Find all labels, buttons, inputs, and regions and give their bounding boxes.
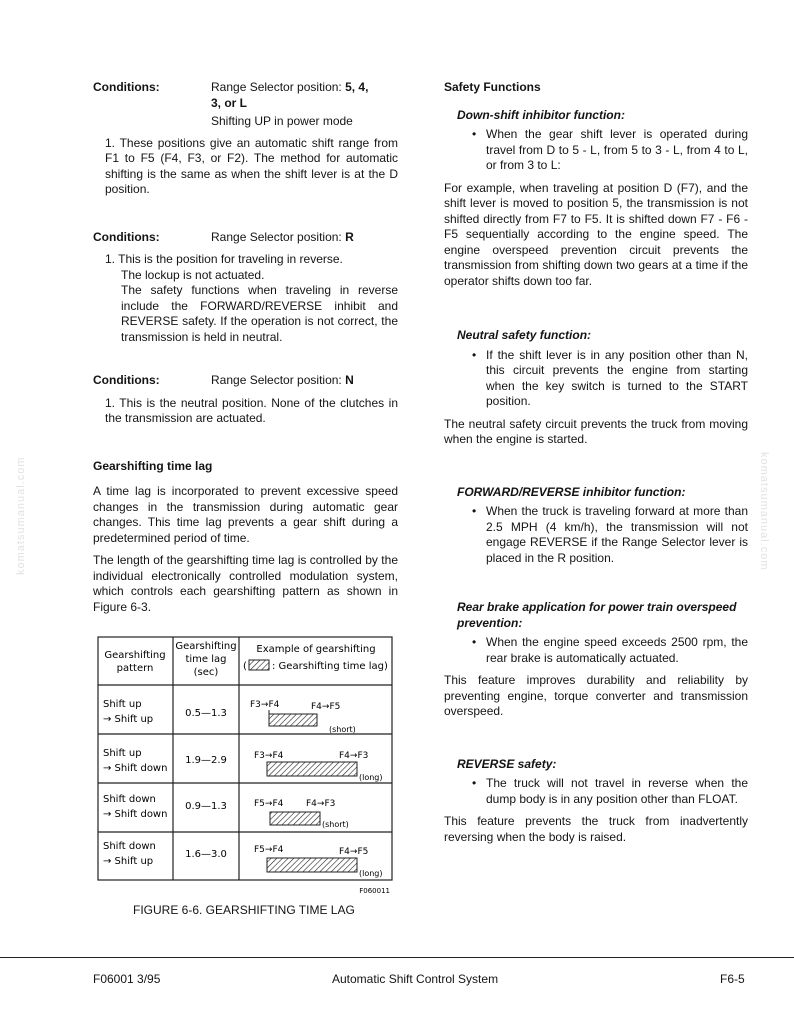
row1-lag-bar xyxy=(269,714,317,726)
watermark-right: komatsumanual.com xyxy=(758,452,770,571)
row3-lag: 0.9—1.3 xyxy=(185,801,227,812)
header-legend-text: : Gearshifting time lag) xyxy=(272,661,388,672)
row2-lag-bar xyxy=(267,762,357,776)
row2-note: (long) xyxy=(359,773,383,782)
row2-gear-2: F4→F3 xyxy=(339,751,369,761)
cond2-item-safety: The safety functions when traveling in reverse include the FORWARD/REVERSE inhibit and REVERSE safety. If the operation is not correct, the transmission is held in neutral. xyxy=(121,283,398,344)
rear-brake-para: This feature improves durability and reliability by preventing engine, torque converter and transmission overspeed. xyxy=(444,673,748,718)
downshift-para: For example, when traveling at position D (F7), and the shift lever is moved to position 5, the transmission is not shifted directly from F7 to F5. It is shifted down F7 - F6 - F5 sequentially according to the engine speed. The engine overspeed prevention circuit prevents the transmission from shifting down two gears at a time if the operator shifts down too far. xyxy=(444,180,748,288)
conditions-label: Conditions: xyxy=(93,80,160,94)
reverse-safety-para: This feature prevents the truck from inadvertently reversing when the body is raised. xyxy=(444,814,748,844)
range-selector-text: Range Selector position: xyxy=(211,80,346,94)
row3-pattern-2: → Shift down xyxy=(103,809,168,820)
gearshifting-figure xyxy=(97,636,393,898)
gearshifting-table xyxy=(97,636,393,898)
footer-doc-code: F06001 3/95 xyxy=(93,972,161,986)
header-example: Example of gearshifting xyxy=(256,644,376,655)
bullet-icon: • xyxy=(472,776,477,790)
row2-pattern-1: Shift up xyxy=(103,748,142,759)
row1-note: (short) xyxy=(329,725,356,734)
bullet-icon: • xyxy=(472,127,477,141)
range-positions-cont: 3, or L xyxy=(211,95,248,110)
row4-lag-bar xyxy=(267,858,357,872)
row4-lag: 1.6—3.0 xyxy=(185,849,227,860)
footer-divider xyxy=(0,957,794,958)
header-pattern-2: pattern xyxy=(116,663,154,674)
row3-gear-1: F5→F4 xyxy=(254,799,284,809)
row1-gear-2: F4→F5 xyxy=(311,702,341,712)
left-column xyxy=(93,80,398,615)
range-position: R xyxy=(345,229,354,244)
range-positions: 5, 4, xyxy=(345,80,369,94)
row4-pattern-1: Shift down xyxy=(103,841,156,852)
downshift-bullet-text: When the gear shift lever is operated during travel from D to 5 - L, from 5 to 3 - L, from 4 to L, or from 3 to L: xyxy=(486,127,748,172)
bullet-icon: • xyxy=(472,504,477,518)
range-selector-text: Range Selector position: xyxy=(211,373,346,387)
footer-page-number: F6-5 xyxy=(720,972,745,986)
header-lag-1: Gearshifting xyxy=(175,641,237,652)
rear-brake-bullet-text: When the engine speed exceeds 2500 rpm, the rear brake is automatically actuated. xyxy=(486,635,748,665)
row1-lag: 0.5—1.3 xyxy=(185,708,227,719)
figure-caption: FIGURE 6-6. GEARSHIFTING TIME LAG xyxy=(133,903,355,917)
range-selector-text: Range Selector position: xyxy=(211,229,346,244)
header-lag-2: time lag xyxy=(185,654,227,665)
footer-title: Automatic Shift Control System xyxy=(332,972,499,986)
cond2-item: 1. This is the position for traveling in reverse. xyxy=(105,252,343,266)
header-lag-3: (sec) xyxy=(193,667,219,678)
row3-note: (short) xyxy=(322,820,349,829)
neutral-bullet xyxy=(444,348,748,410)
conditions-label: Conditions: xyxy=(93,229,160,244)
fr-inhibitor-heading: FORWARD/REVERSE inhibitor function: xyxy=(457,484,686,499)
cond2-item-lockup: The lockup is not actuated. xyxy=(121,267,265,282)
row4-gear-1: F5→F4 xyxy=(254,845,284,855)
bullet-icon: • xyxy=(472,635,477,649)
conditions-2 xyxy=(93,230,398,246)
neutral-heading: Neutral safety function: xyxy=(457,328,592,342)
right-column xyxy=(444,80,748,845)
gearshifting-para-1: A time lag is incorporated to prevent excessive speed changes in the transmission during automatic gear changes. This time lag prevents a gear shift during a predetermined period of time. xyxy=(93,484,398,545)
cond1-item: 1. These positions give an automatic shift range from F1 to F5 (F4, F3, or F2). The method for automatic shifting is the same as when the shift lever is at the D position. xyxy=(105,135,398,196)
row2-gear-1: F3→F4 xyxy=(254,751,284,761)
row4-pattern-2: → Shift up xyxy=(103,856,154,867)
conditions-1 xyxy=(93,80,398,130)
row3-gear-2: F4→F3 xyxy=(306,799,336,809)
range-position: N xyxy=(345,373,354,387)
fr-inhibitor-bullet-text: When the truck is traveling forward at more than 2.5 MPH (4 km/h), the transmission will not engage REVERSE if the Range Selector lever is placed in the R position. xyxy=(486,504,748,565)
rear-brake-bullet xyxy=(444,635,748,666)
row2-pattern-2: → Shift down xyxy=(103,763,168,774)
reverse-safety-bullet-text: The truck will not travel in reverse when the dump body is in any position other than FLOAT. xyxy=(486,776,748,806)
rear-brake-heading: Rear brake application for power train overspeed prevention: xyxy=(457,600,737,630)
conditions-label: Conditions: xyxy=(93,373,160,387)
reverse-safety-bullet xyxy=(444,776,748,807)
header-pattern-1: Gearshifting xyxy=(104,650,166,661)
shifting-mode: Shifting UP in power mode xyxy=(211,114,353,128)
watermark-left: komatsumanual.com xyxy=(15,456,27,575)
bullet-icon: • xyxy=(472,347,477,362)
legend-hatch-swatch xyxy=(249,660,269,670)
gearshifting-para-2: The length of the gearshifting time lag is controlled by the individual electronically controlled modulation system, which controls each gearshifting pattern as shown in Figure 6-3. xyxy=(93,553,398,614)
row1-pattern-2: → Shift up xyxy=(103,714,154,725)
row2-lag: 1.9—2.9 xyxy=(185,755,227,766)
row3-lag-bar xyxy=(270,812,320,825)
row4-note: (long) xyxy=(359,869,383,878)
downshift-heading: Down-shift inhibitor function: xyxy=(457,107,625,122)
safety-heading: Safety Functions xyxy=(444,80,541,94)
fr-inhibitor-bullet xyxy=(444,504,748,566)
downshift-bullet xyxy=(444,127,748,174)
row3-pattern-1: Shift down xyxy=(103,794,156,805)
neutral-bullet-text: If the shift lever is in any position other than N, this circuit prevents the engine from starting when the key switch is turned to the START position. xyxy=(486,347,748,408)
gearshifting-heading: Gearshifting time lag xyxy=(93,458,213,473)
cond3-item: 1. This is the neutral position. None of the clutches in the transmission are actuated. xyxy=(105,395,398,425)
figure-code: F060011 xyxy=(359,887,390,895)
row1-gear-1: F3→F4 xyxy=(250,700,280,710)
row1-pattern-1: Shift up xyxy=(103,699,142,710)
conditions-3 xyxy=(93,373,398,389)
header-legend-open: ( xyxy=(243,661,247,672)
reverse-safety-heading: REVERSE safety: xyxy=(457,756,557,771)
neutral-para: The neutral safety circuit prevents the truck from moving when the engine is started. xyxy=(444,416,748,446)
row4-gear-2: F4→F5 xyxy=(339,847,369,857)
